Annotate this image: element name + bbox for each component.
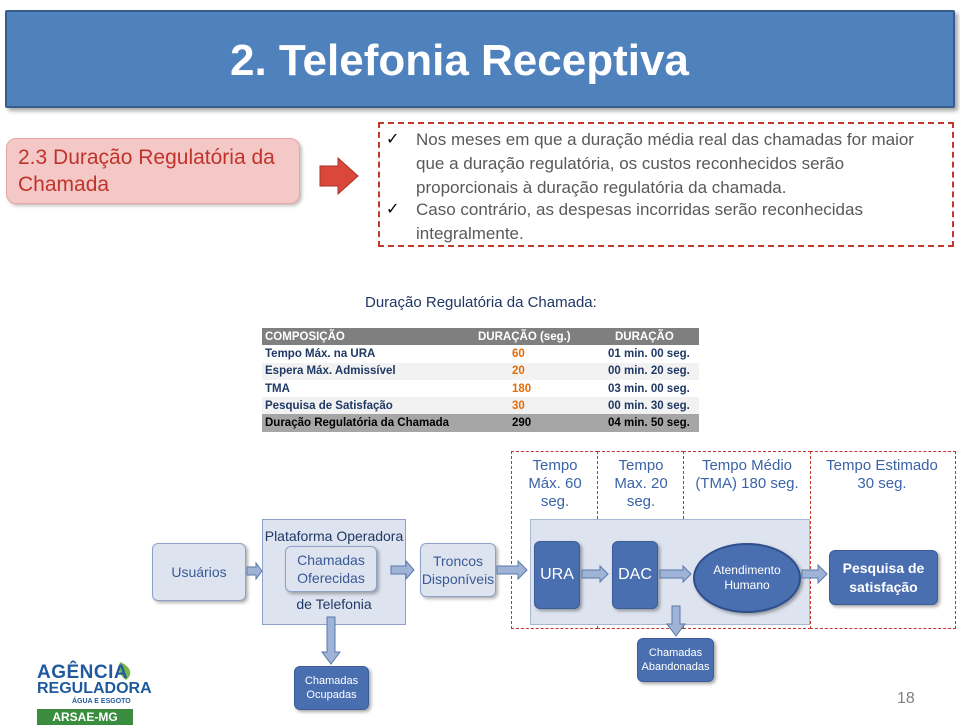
logo-line1: AGÊNCIA (37, 662, 129, 683)
check-icon: ✓ (386, 131, 400, 148)
time-label-pesquisa: Tempo Estimado 30 seg. (826, 457, 938, 492)
chamadas-oferecidas-box: Chamadas Oferecidas (285, 546, 377, 592)
bullet-item: ✓ Nos meses em que a duração média real das chamadas for maior que a duração regulatória, os custos reconhecidos serão proporcionais à duração regulatória da chamada. (386, 130, 914, 197)
table-row: Espera Máx. Admissível 20 00 min. 20 seg. (262, 363, 699, 380)
plataforma-title: Plataforma Operadora (264, 528, 404, 544)
table-row: TMA 180 03 min. 00 seg. (262, 380, 699, 397)
troncos-box: Troncos Disponíveis (420, 543, 496, 597)
page-number: 18 (897, 690, 915, 707)
table-row: Tempo Máx. na URA 60 01 min. 00 seg. (262, 345, 699, 362)
bullet-item: ✓ Caso contrário, as despesas incorridas serão reconhecidas integralmente. (386, 200, 863, 243)
chamadas-ocupadas-box: Chamadas Ocupadas (294, 666, 369, 710)
section-label: 2.3 Duração Regulatória da Chamada (18, 146, 275, 196)
page-title: 2. Telefonia Receptiva (230, 36, 689, 85)
time-label-ura: Tempo Máx. 60 seg. (528, 457, 582, 510)
logo-line2: REGULADORA (37, 680, 152, 697)
table-total-row: Duração Regulatória da Chamada 290 04 min. 50 seg. (262, 414, 699, 431)
time-label-dac: Tempo Max. 20 seg. (614, 457, 668, 510)
column-header: COMPOSIÇÃO (262, 328, 468, 345)
column-header: DURAÇÃO (605, 328, 699, 345)
chamadas-abandonadas-box: Chamadas Abandonadas (637, 638, 714, 682)
ura-box: URA (534, 541, 580, 609)
column-header: DURAÇÃO (seg.) (468, 328, 605, 345)
dac-box: DAC (612, 541, 658, 609)
pesquisa-satisfacao-box: Pesquisa de satisfação (829, 550, 938, 605)
logo-line3: ÁGUA E ESGOTO (72, 698, 131, 705)
de-telefonia-label: de Telefonia (296, 596, 372, 612)
check-icon: ✓ (386, 201, 400, 218)
time-label-tma: Tempo Médio (TMA) 180 seg. (695, 457, 799, 492)
atendimento-humano: Atendimento Humano (693, 543, 801, 613)
table-row: Pesquisa de Satisfação 30 00 min. 30 seg. (262, 397, 699, 414)
usuarios-box: Usuários (152, 543, 246, 601)
logo-line4: ARSAE-MG (37, 709, 133, 725)
table-caption: Duração Regulatória da Chamada: (365, 294, 597, 311)
